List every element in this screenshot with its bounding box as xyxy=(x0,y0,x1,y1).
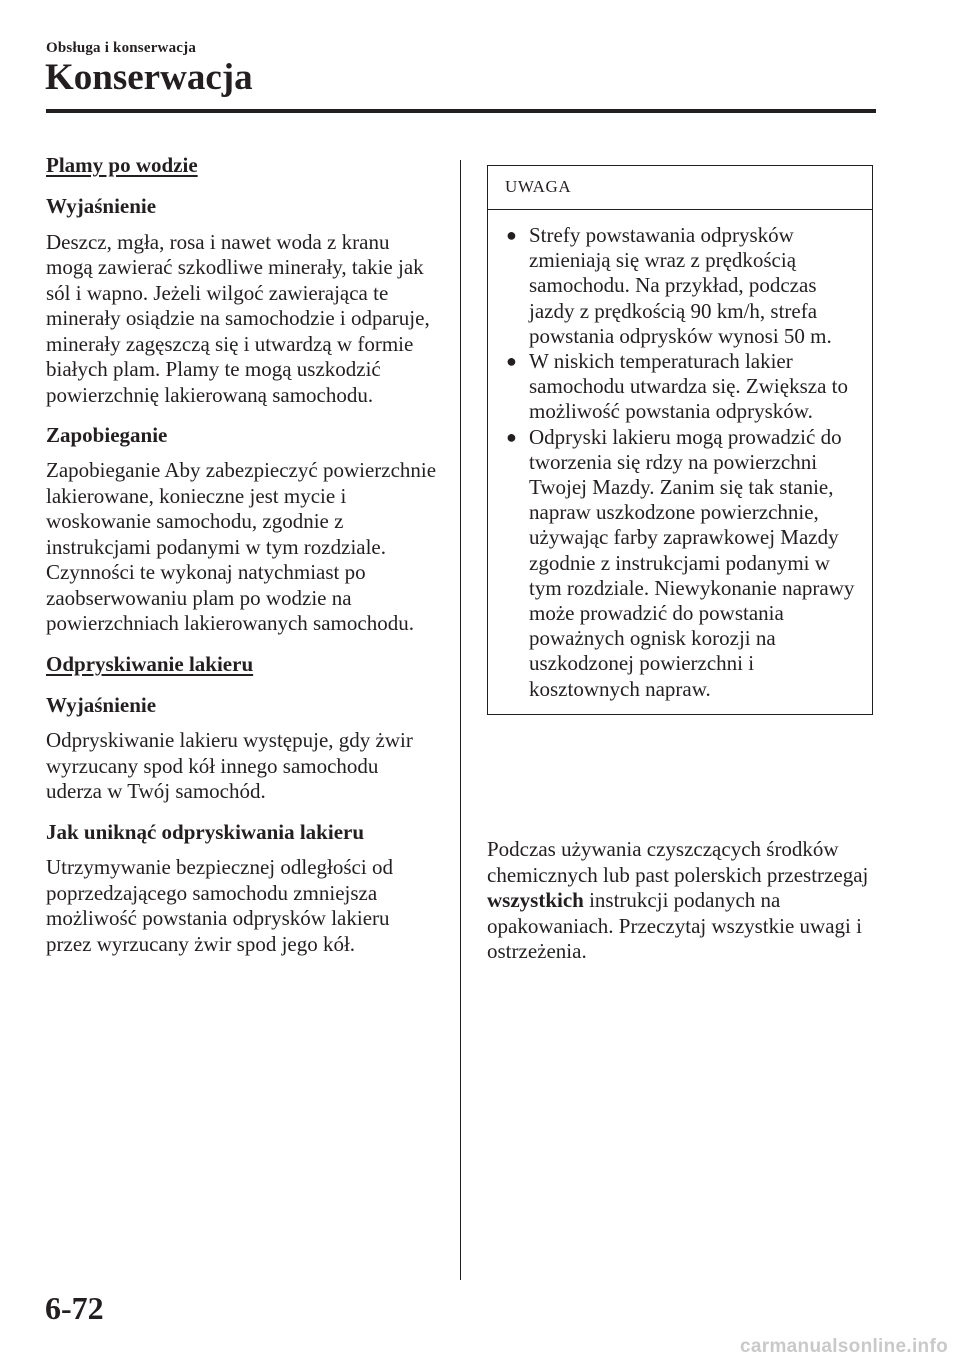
section-label: Obsługa i konserwacja xyxy=(46,40,197,56)
chemicals-note-emphasis: wszystkich xyxy=(487,888,584,912)
notice-item-text: W niskich temperaturach lakier samochodu utwardza się. Zwiększa to możliwość powstania odprysków. xyxy=(529,349,848,424)
page-number: 6-72 xyxy=(45,1290,104,1326)
header-divider xyxy=(46,109,876,113)
bullet-icon: ● xyxy=(506,351,517,372)
chipping-avoid-label: Jak uniknąć odpryskiwania lakieru xyxy=(46,819,365,844)
chipping-explanation-label: Wyjaśnienie xyxy=(46,693,157,718)
chemicals-note-text-1: Podczas używania czyszczących środków chemicznych lub past polerskich przestrzegaj xyxy=(487,837,869,887)
right-column xyxy=(487,165,875,715)
bullet-icon: ● xyxy=(506,225,517,245)
notice-box xyxy=(487,165,873,715)
bullet-icon: ● xyxy=(506,426,517,447)
water-spots-prevention-label: Zapobieganie xyxy=(46,423,168,448)
notice-list xyxy=(488,210,872,714)
water-spots-heading: Plamy po wodzie xyxy=(46,153,198,177)
notice-item-text: Odpryski lakieru mogą prowadzić do tworzenia się rdzy na powierzchni Twojej Mazdy. Zanim się tak stanie, napraw uszkodzone powierzchnie, używając farby zaprawkowej Mazdy zgodnie z instrukcjami podanymi w tym rozdziale. Niewykonanie naprawy może prowadzić do powstania poważnych ognisk korozji na uszkodzonej powierzchni i kosztownych napraw. xyxy=(529,424,855,701)
notice-title: UWAGA xyxy=(488,166,872,210)
water-spots-prevention-text: Zapobieganie Aby zabezpieczyć powierzchnie lakierowane, konieczne jest mycie i woskowanie samochodu, zgodnie z instrukcjami podanymi w tym rozdziale. Czynności te wykonaj natychmiast po zaobserwowaniu plam po wodzie na powierzchniach lakierowanych samochodu. xyxy=(46,458,437,636)
left-column xyxy=(46,152,438,971)
chipping-heading: Odpryskiwanie lakieru xyxy=(46,651,254,676)
chipping-avoid-text: Utrzymywanie bezpiecznej odległości od poprzedzającego samochodu zmniejsza możliwość powstania odprysków lakieru przez wyrzucany żwir spod jego kół. xyxy=(46,855,393,956)
notice-item xyxy=(504,425,866,702)
chemicals-note xyxy=(487,837,877,965)
notice-item xyxy=(504,349,866,425)
chipping-explanation-text: Odpryskiwanie lakieru występuje, gdy żwir wyrzucany spod kół innego samochodu uderza w Twój samochód. xyxy=(46,728,413,804)
notice-item-text: Strefy powstawania odprysków zmieniają się wraz z prędkością samochodu. Na przykład, podczas jazdy z prędkością 90 km/h, strefa powstania odprysków wynosi 50 m. xyxy=(529,223,832,348)
water-spots-explanation-label: Wyjaśnienie xyxy=(46,194,157,219)
chemicals-note-text-2: instrukcji podanych na opakowaniach. Przeczytaj wszystkie uwagi i ostrzeżenia. xyxy=(487,888,862,963)
notice-item xyxy=(504,223,866,349)
watermark: carmanualsonline.info xyxy=(740,1336,948,1357)
page-title: Konserwacja xyxy=(45,57,253,98)
water-spots-explanation-text: Deszcz, mgła, rosa i nawet woda z kranu mogą zawierać szkodliwe minerały, takie jak sól i wapno. Jeżeli wilgoć zawierająca te minerały osiądzie na samochodzie i odparuje, minerały zagęszczą się i utwardzą w formie białych plam. Plamy te mogą uszkodzić powierzchnię lakierowaną samochodu. xyxy=(46,229,430,407)
column-divider xyxy=(460,160,461,1280)
